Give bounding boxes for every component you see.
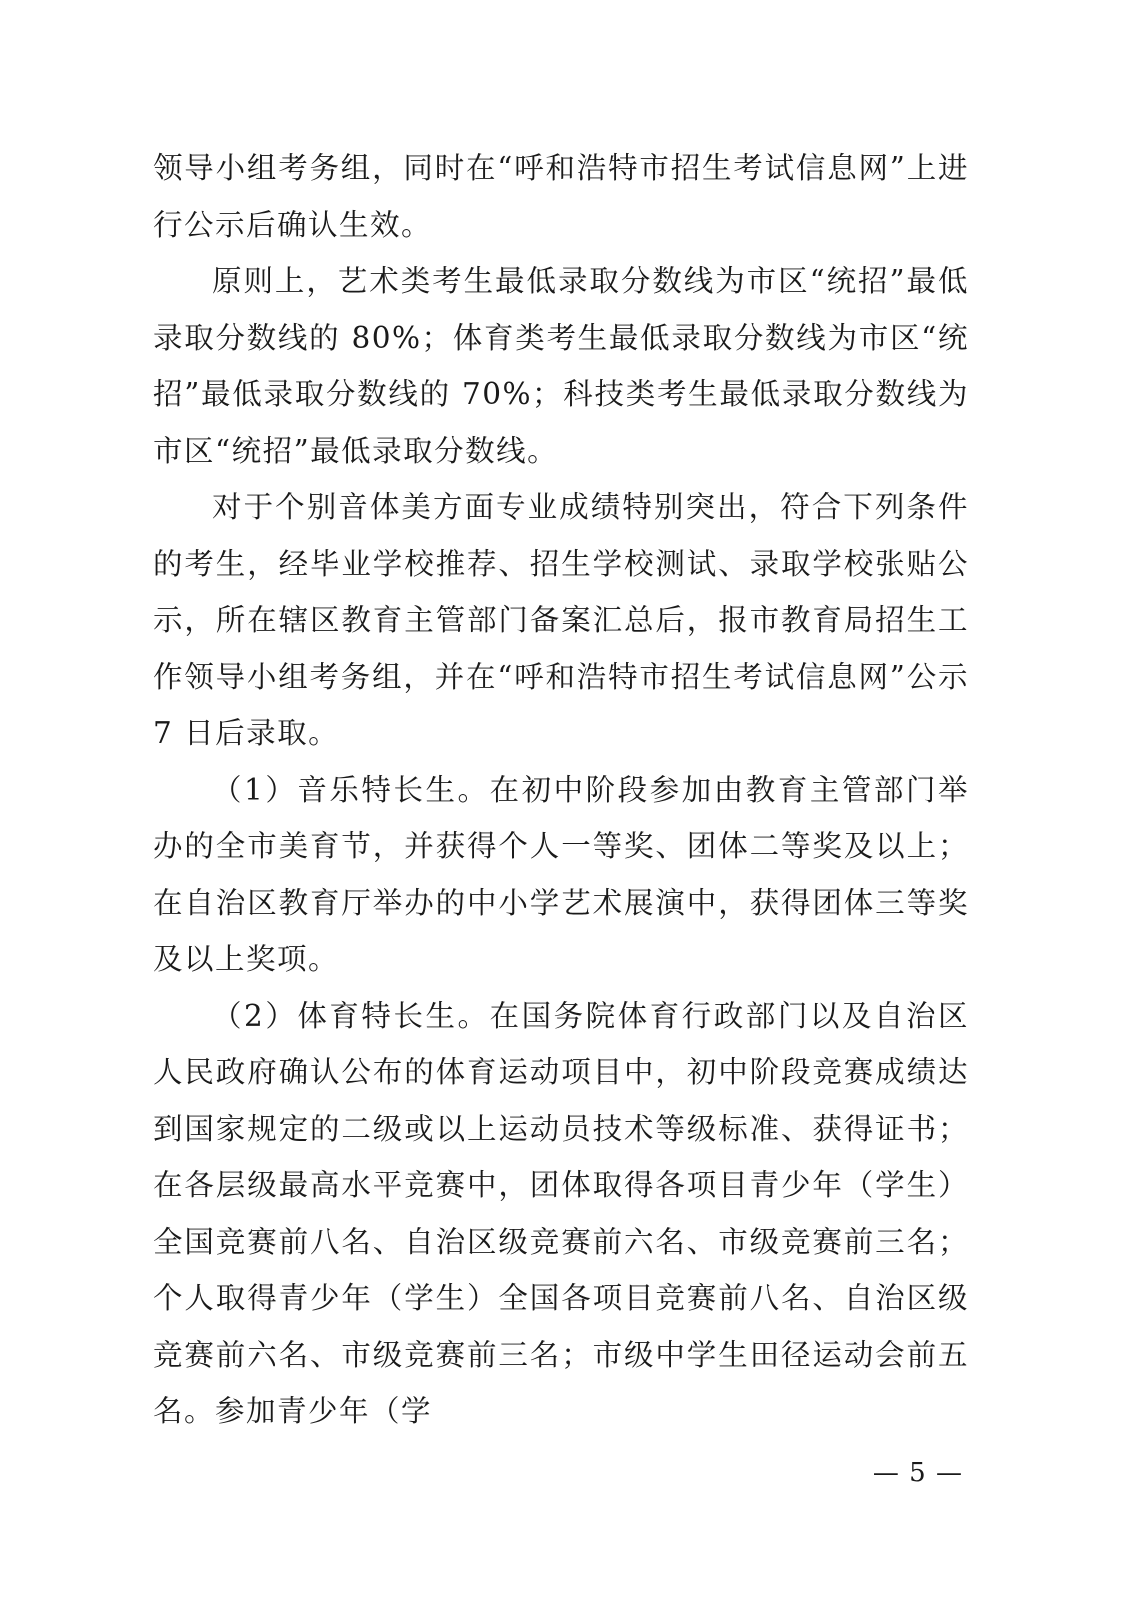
paragraph-continuation: 领导小组考务组，同时在“呼和浩特市招生考试信息网”上进行公示后确认生效。 bbox=[153, 151, 969, 242]
paragraph-music-specialty: （1）音乐特长生。在初中阶段参加由教育主管部门举办的全市美育节，并获得个人一等奖、团体二等奖及以上；在自治区教育厅举办的中小学艺术展演中，获得团体三等奖及以上奖项。 bbox=[153, 772, 969, 976]
page-number: — 5 — bbox=[872, 1458, 963, 1488]
document-body bbox=[153, 140, 969, 1440]
paragraph-sports-specialty: （2）体育特长生。在国务院体育行政部门以及自治区人民政府确认公布的体育运动项目中，初中阶段竞赛成绩达到国家规定的二级或以上运动员技术等级标准、获得证书；在各层级最高水平竞赛中，团体取得各项目青少年（学生）全国竞赛前八名、自治区级竞赛前六名、市级竞赛前三名；个人取得青少年（学生）全国各项目竞赛前八名、自治区级竞赛前六名、市级竞赛前三名；市级中学生田径运动会前五名。参加青少年（学 bbox=[153, 998, 969, 1428]
paragraph-score-lines: 原则上，艺术类考生最低录取分数线为市区“统招”最低录取分数线的 80%；体育类考生最低录取分数线为市区“统招”最低录取分数线的 70%；科技类考生最低录取分数线为市区“统招”最低录取分数线。 bbox=[153, 264, 969, 468]
paragraph-outstanding-students: 对于个别音体美方面专业成绩特别突出，符合下列条件的考生，经毕业学校推荐、招生学校测试、录取学校张贴公示，所在辖区教育主管部门备案汇总后，报市教育局招生工作领导小组考务组，并在“呼和浩特市招生考试信息网”公示 7 日后录取。 bbox=[153, 490, 969, 750]
